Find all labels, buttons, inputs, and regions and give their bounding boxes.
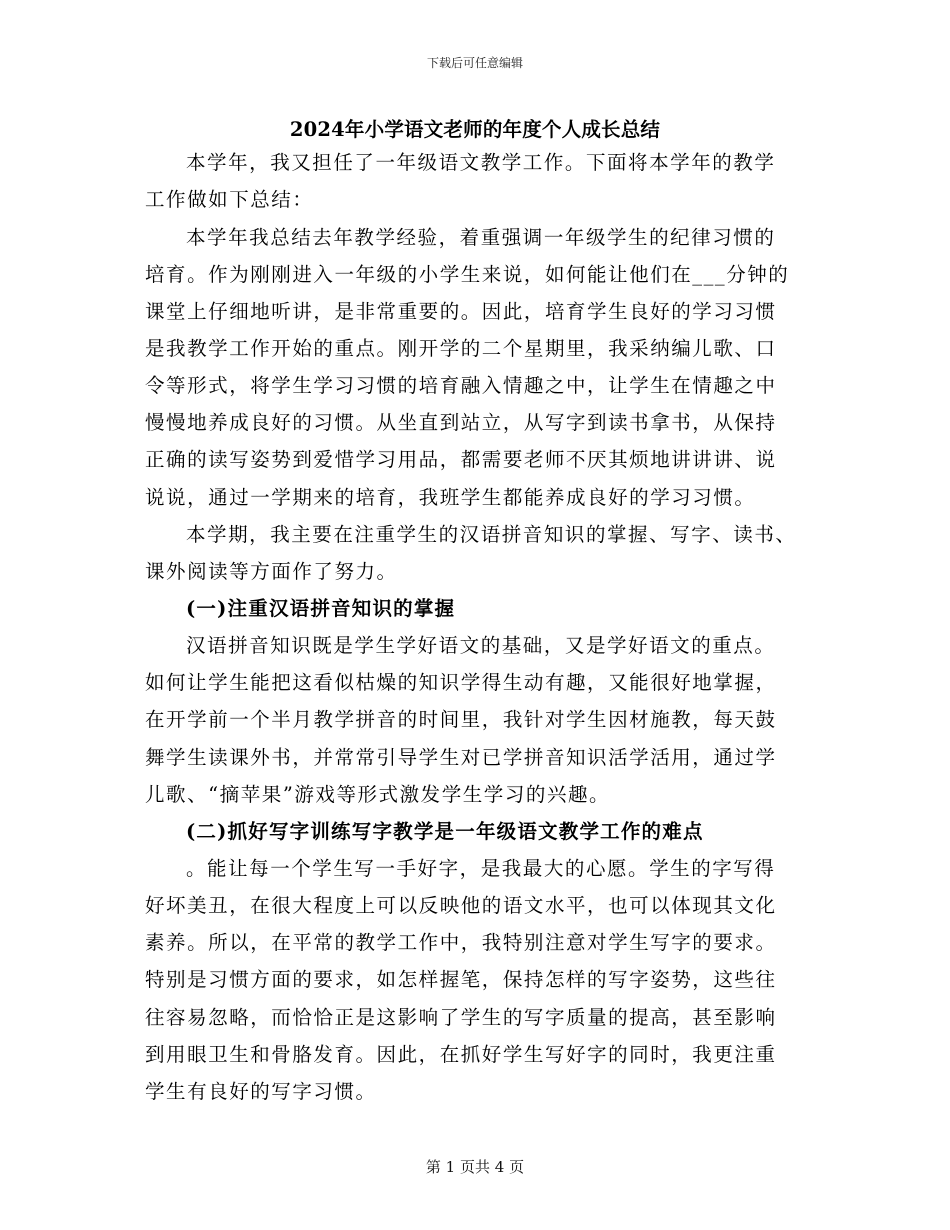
document-title: 2024年小学语文老师的年度个人成长总结 [289,118,661,141]
body-line: 说说，通过一学期来的培育，我班学生都能养成良好的学习习惯。 [145,486,756,509]
body-line: 是我教学工作开始的重点。刚开学的二个星期里，我采纳编儿歌、口 [145,337,777,360]
body-line: 课外阅读等方面作了努力。 [145,560,398,583]
body-line: 好坏美丑，在很大程度上可以反映他的语文水平，也可以体现其文化 [145,894,777,917]
body-line: 本学年，我又担任了一年级语文教学工作。下面将本学年的教学 [186,151,776,174]
body-line: 在开学前一个半月教学拼音的时间里，我针对学生因材施教，每天鼓 [145,708,777,731]
body-line: 汉语拼音知识既是学生学好语文的基础，又是学好语文的重点。 [186,634,776,657]
body-line: 慢慢地养成良好的习惯。从坐直到站立，从写字到读书拿书，从保持 [145,411,777,434]
page-header-note: 下载后可任意编辑 [426,56,523,70]
body-line: 培育。作为刚刚进入一年级的小学生来说，如何能让他们在___分钟的 [145,263,790,286]
body-line: 特别是习惯方面的要求，如怎样握笔，保持怎样的写字姿势，这些往 [145,968,777,991]
body-line: 学生有良好的写字习惯。 [145,1080,377,1103]
body-line: 素养。所以，在平常的教学工作中，我特别注意对学生写字的要求。 [145,931,777,954]
section-heading-writing: (二)抓好写字训练写字教学是一年级语文教学工作的难点 [186,820,704,843]
body-line: 课堂上仔细地听讲，是非常重要的。因此，培育学生良好的学习习惯 [145,300,777,323]
body-line: 工作做如下总结： [145,188,314,211]
body-line: 本学期，我主要在注重学生的汉语拼音知识的掌握、写字、读书、 [186,523,797,546]
body-line: 往容易忽略，而恰恰正是这影响了学生的写字质量的提高，甚至影响 [145,1006,777,1029]
body-line: 如何让学生能把这看似枯燥的知识学得生动有趣，又能很好地掌握， [145,671,777,694]
body-line: 令等形式，将学生学习习惯的培育融入情趣之中，让学生在情趣之中 [145,374,777,397]
body-line: 儿歌、“摘苹果”游戏等形式激发学生学习的兴趣。 [145,783,611,806]
page-number: 第 1 页共 4 页 [425,1158,525,1176]
section-heading-pinyin: (一)注重汉语拼音知识的掌握 [186,597,456,620]
body-line: 舞学生读课外书，并常常引导学生对已学拼音知识活学活用，通过学 [145,746,777,769]
body-line: 到用眼卫生和骨胳发育。因此，在抓好学生写好字的同时，我更注重 [145,1043,777,1066]
body-line: 。能让每一个学生写一手好字，是我最大的心愿。学生的字写得 [186,857,776,880]
body-line: 正确的读写姿势到爱惜学习用品，都需要老师不厌其烦地讲讲讲、说 [145,448,777,471]
body-line: 本学年我总结去年教学经验，着重强调一年级学生的纪律习惯的 [186,226,776,249]
